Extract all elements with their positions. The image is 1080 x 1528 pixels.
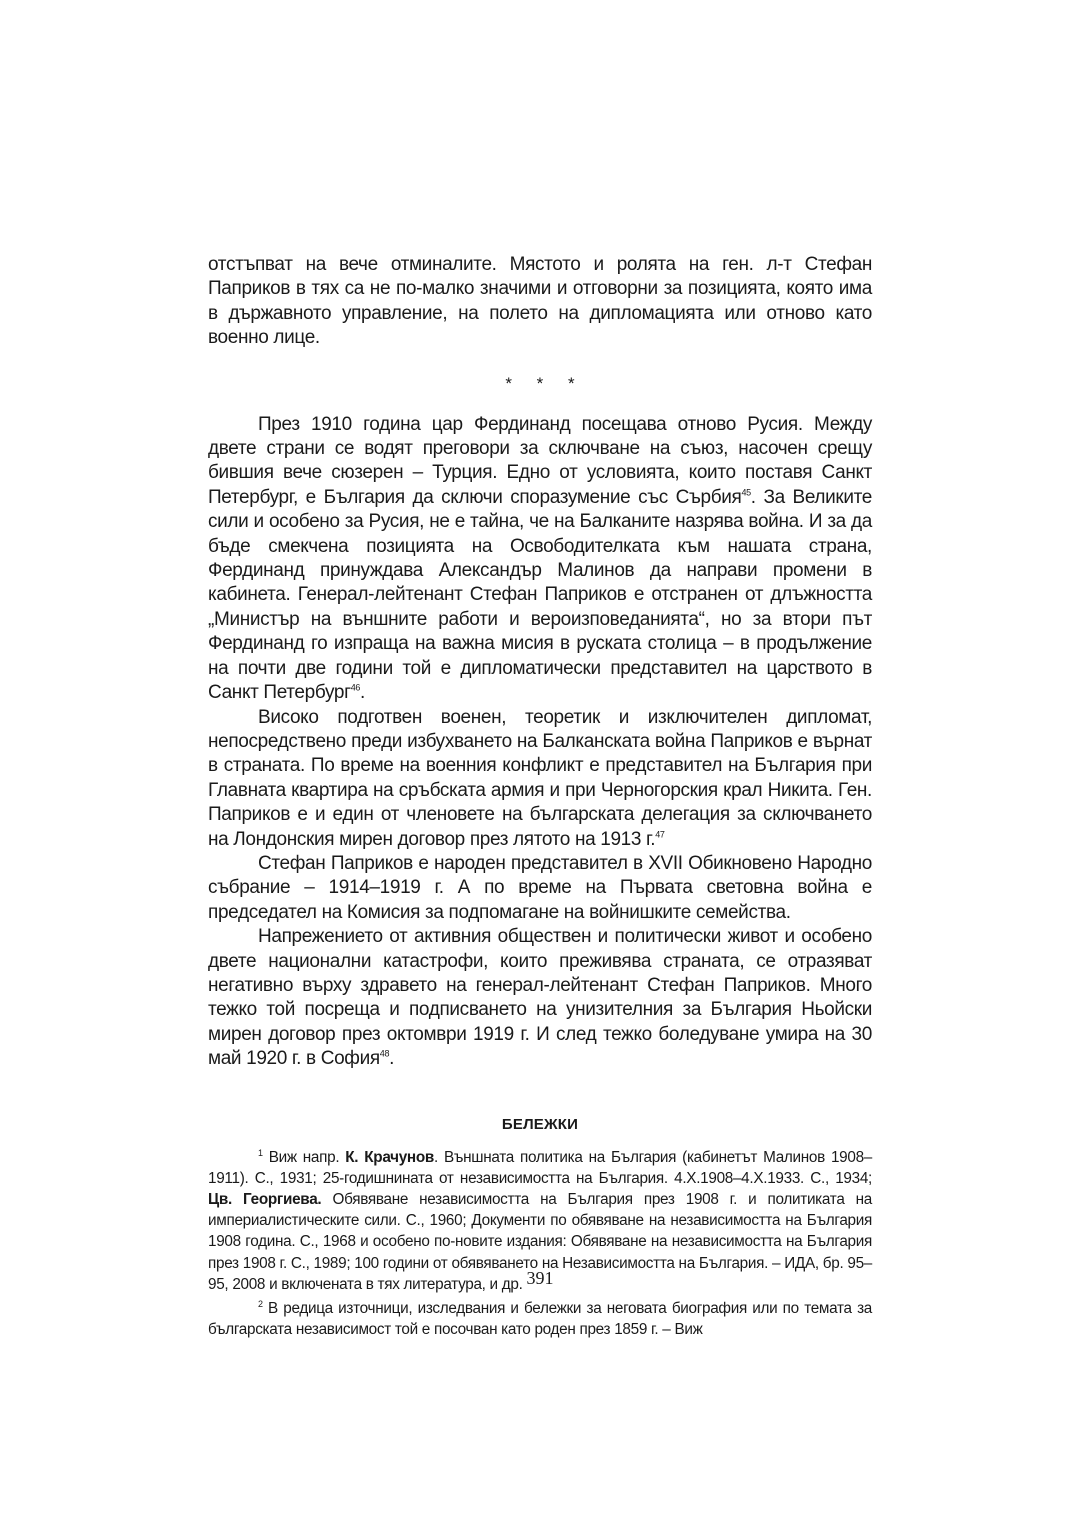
paragraph-1-text-b: . За Великите сили и особено за Русия, не е тайна, че на Балканите назрява война. И за да бъде смекчена позицията на Освободителката към нашата страна, Фердинанд принуждава Александър Малинов да направи промени в кабинета. Генерал-лейтенант Стефан Паприков е отстранен от длъжността „Министър на външните работи и вероизповеданията“, но за втори път Фердинанд го изпраща на важна мисия в руската столица – в продължение на почти две години той е дипломатически представител на царството в Санкт Петербург [208, 486, 872, 704]
page-number: 391 [526, 1268, 554, 1288]
paragraph-4-text-b: . [389, 1048, 395, 1070]
page-content [208, 253, 872, 1340]
notes-heading: БЕЛЕЖКИ [501, 1115, 579, 1133]
note-1-text-c: Обявяване независимостта на България през 1908 г. и политиката на империалистическите сили. С., 1960; Документи по обявяване на независимостта на България 1908 година. С., 1968 и особено по-новите издания: Обявяване на независимостта на България през 1908 г. С., 1989; 100 години от обявяването на Независимостта на България. – ИДА, бр. 95–95, 2008 и включената в тях литература, и др. [208, 1191, 872, 1293]
paragraph-2 [208, 706, 872, 852]
footnote-ref-47: 47 [655, 829, 665, 840]
paragraph-4-text-a: Напрежението от активния обществен и политически живот и особено двете национални катастрофи, които преживява страната, се отразяват негативно върху здравето на генерал-лейтенант Стефан Паприков. Много тежко той посреща и подписването на унизителния за България Ньойски мирен договор през октомври 1919 г. И след тежко боледуване умира на 30 май 1920 г. в София [208, 926, 872, 1070]
paragraph-4 [208, 925, 872, 1071]
footnote-ref-45: 45 [741, 487, 751, 498]
main-text [208, 253, 872, 1072]
section-separator: * * * [505, 373, 585, 393]
note-2 [208, 1298, 872, 1340]
notes-section [208, 1147, 872, 1341]
paragraph-1 [208, 413, 872, 706]
paragraph-3: Стефан Паприков е народен представител в XVII Обикновено Народно събрание – 1914–1919 г. А по време на Първата световна война е председател на Комисия за подпомагане на войнишките семейства. [208, 852, 872, 923]
paragraph-1-text-a: През 1910 година цар Фердинанд посещава отново Русия. Между двете страни се водят преговори за сключване на съюз, насочен срещу бившия вече сюзерен – Турция. Едно от условията, които поставя Санкт Петербург, е България да сключи споразумение със Сърбия [208, 413, 872, 508]
note-1-number: 1 [258, 1147, 263, 1158]
note-2-text: В редица източници, изследвания и бележки за неговата биография или по темата за българската независимост той е посочван като роден през 1859 г. – Виж [208, 1300, 872, 1339]
intro-paragraph: отстъпват на вече отминалите. Мястото и ролята на ген. л-т Стефан Паприков в тях са не по-малко значими и отговорни за позицията, която има в държавното управление, на полето на дипломацията или отново като военно лице. [208, 254, 872, 349]
note-2-number: 2 [258, 1298, 263, 1309]
note-1-author-1: К. Крачунов [345, 1148, 435, 1166]
paragraph-1-text-c: . [360, 682, 365, 704]
note-1-text-a: Виж напр. [262, 1148, 346, 1166]
note-1-text-b: . Външната политика на България (кабинетът Малинов 1908–1911). С., 1931; 25-годишнината от независимостта на България. 4.X.1908–4.X.1933. С., 1934; [208, 1148, 872, 1187]
footnote-ref-46: 46 [350, 682, 361, 693]
footnote-ref-48: 48 [379, 1048, 390, 1059]
note-1-author-2: Цв. Георгиева. [208, 1191, 322, 1208]
paragraph-2-text: Високо подготвен военен, теоретик и изключителен дипломат, непосредствено преди избухването на Балканската война Паприков е върнат в страната. По време на военния конфликт е представител на България при Главната квартира на сръбската армия и при Черногорския крал Никита. Ген. Паприков е и един от членовете на българската делегация за сключването на Лондонския мирен договор през лятото на 1913 г. [208, 706, 872, 850]
